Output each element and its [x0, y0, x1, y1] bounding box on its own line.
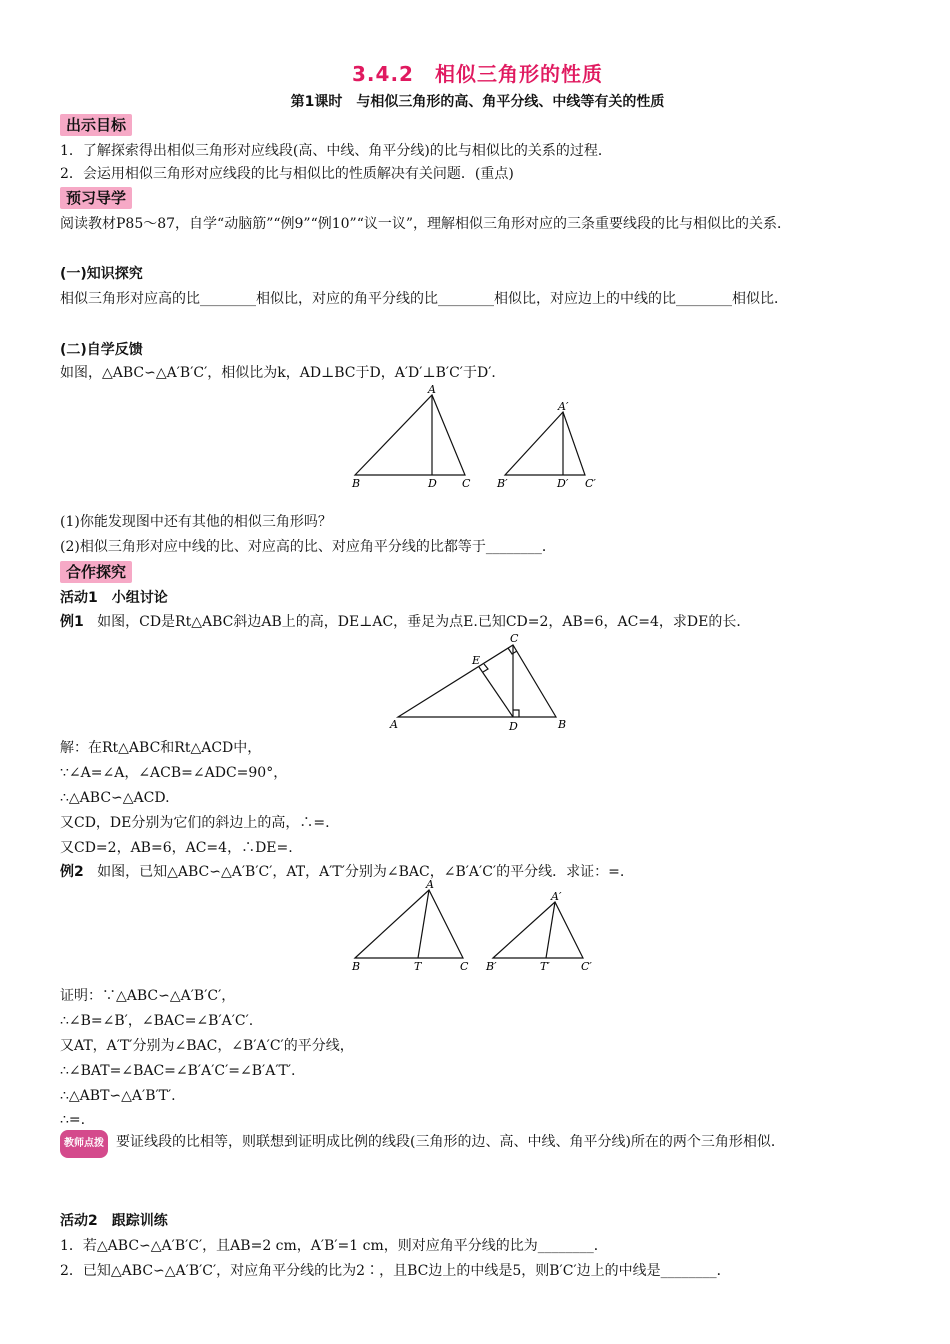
proof-2-line-2: ∴∠B=∠B′，∠BAC=∠B′A′C′. — [60, 1013, 254, 1029]
label-A: A — [428, 383, 436, 396]
knowledge-text: 相似三角形对应高的比________相似比，对应的角平分线的比________相似比，对应边上的中线的比________相似比． — [60, 291, 788, 307]
example-2-text: 如图，已知△ABC∽△A′B′C′，AT，A′T′分别为∠BAC，∠B′A′C′的平分线．求证：=. — [97, 864, 625, 880]
triangle-a-prime — [505, 412, 585, 475]
bisector-a-prime-t-prime — [546, 902, 555, 958]
label-A-prime: A′ — [558, 400, 569, 413]
feedback-text: 如图，△ABC∽△A′B′C′，相似比为k，AD⊥BC于D，A′D′⊥B′C′于D′． — [60, 365, 506, 381]
label-D: D — [428, 477, 437, 490]
proof-2-line-5: ∴△ABT∽△A′B′T′. — [60, 1088, 176, 1104]
label-A: A — [426, 878, 434, 891]
label-B-prime: B′ — [486, 960, 497, 973]
preview-text: 阅读教材P85～87，自学“动脑筋”“例9”“例10”“议一议”，理解相似三角形对应的三条重要线段的比与相似比的关系． — [60, 216, 792, 232]
feedback-heading: (二)自学反馈 — [60, 342, 143, 358]
bisector-at — [418, 890, 429, 958]
proof-2-line-6: ∴=. — [60, 1112, 86, 1128]
teacher-tip — [60, 1129, 895, 1158]
right-angle-mark-e — [483, 664, 488, 672]
example-1-text: 如图，CD是Rt△ABC斜边AB上的高，DE⊥AC，垂足为点E.已知CD=2，AB=6，AC=4，求DE的长． — [97, 614, 751, 630]
activity-1-heading: 活动1 小组讨论 — [60, 590, 168, 606]
goals-tag: 出示目标 — [60, 114, 132, 136]
label-D: D — [509, 720, 518, 733]
right-angle-mark-d — [513, 710, 519, 717]
figure-right-triangle-altitude — [388, 630, 568, 734]
teacher-tip-text: 要证线段的比相等，则联想到证明成比例的线段(三角形的边、高、中线、角平分线)所在的两个三角形相似． — [116, 1134, 785, 1150]
goal-1: 1．了解探索得出相似三角形对应线段(高、中线、角平分线)的比与相似比的关系的过程． — [60, 143, 612, 159]
label-A-prime: A′ — [551, 890, 562, 903]
label-C-prime: C′ — [581, 960, 592, 973]
solution-1-line-5: 又CD=2，AB=6，AC=4，∴DE=. — [60, 840, 293, 856]
question-1: (1)你能发现图中还有其他的相似三角形吗？ — [60, 514, 332, 530]
preview-tag: 预习导学 — [60, 187, 132, 209]
label-B: B — [352, 477, 361, 490]
goal-2: 2．会运用相似三角形对应线段的比与相似比的性质解决有关问题．(重点) — [60, 166, 514, 182]
label-C: C — [462, 477, 471, 490]
label-B: B — [352, 960, 361, 973]
example-1 — [60, 612, 895, 632]
label-C-prime: C′ — [585, 477, 596, 490]
label-T: T — [414, 960, 422, 973]
question-2: (2)相似三角形对应中线的比、对应高的比、对应角平分线的比都等于________． — [60, 539, 556, 555]
coop-tag: 合作探究 — [60, 561, 132, 583]
figure-similar-triangles-bisectors — [350, 878, 610, 974]
page-title: 3.4.2 相似三角形的性质 — [352, 62, 603, 86]
label-B: B — [558, 718, 567, 731]
triangle-abc — [355, 890, 463, 958]
exercise-2: 2．已知△ABC∽△A′B′C′，对应角平分线的比为2∶，且BC边上的中线是5，则B′C′边上的中线是________． — [60, 1263, 731, 1279]
teacher-tip-badge: 教师点拨 — [60, 1130, 108, 1158]
solution-1-line-4: 又CD，DE分别为它们的斜边上的高，∴=. — [60, 815, 330, 831]
triangle-a-prime — [493, 902, 583, 958]
exercise-1: 1．若△ABC∽△A′B′C′，且AB=2 cm，A′B′=1 cm，则对应角平分线的比为________． — [60, 1238, 608, 1254]
label-E: E — [472, 654, 481, 667]
activity-2-heading: 活动2 跟踪训练 — [60, 1213, 168, 1229]
solution-1-line-3: ∴△ABC∽△ACD. — [60, 790, 170, 806]
label-C: C — [460, 960, 469, 973]
example-2-label: 例2 — [60, 864, 84, 880]
triangle-abc — [355, 395, 465, 475]
label-B-prime: B′ — [497, 477, 508, 490]
label-D-prime: D′ — [557, 477, 569, 490]
example-1-label: 例1 — [60, 614, 84, 630]
knowledge-heading: (一)知识探究 — [60, 266, 143, 282]
page-subtitle: 第1课时 与相似三角形的高、角平分线、中线等有关的性质 — [290, 94, 665, 110]
label-T-prime: T′ — [540, 960, 550, 973]
perpendicular-de — [479, 667, 513, 717]
label-C: C — [510, 632, 519, 645]
proof-2-line-3: 又AT，A′T′分别为∠BAC，∠B′A′C′的平分线， — [60, 1038, 354, 1054]
figure-similar-triangles-heights — [350, 383, 610, 491]
proof-2-line-1: 证明：∵△ABC∽△A′B′C′， — [60, 988, 236, 1004]
label-A: A — [390, 718, 398, 731]
solution-1-line-1: 解：在Rt△ABC和Rt△ACD中， — [60, 740, 262, 756]
proof-2-line-4: ∴∠BAT=∠BAC=∠B′A′C′=∠B′A′T′. — [60, 1063, 296, 1079]
solution-1-line-2: ∵∠A=∠A，∠ACB=∠ADC=90°， — [60, 765, 288, 781]
